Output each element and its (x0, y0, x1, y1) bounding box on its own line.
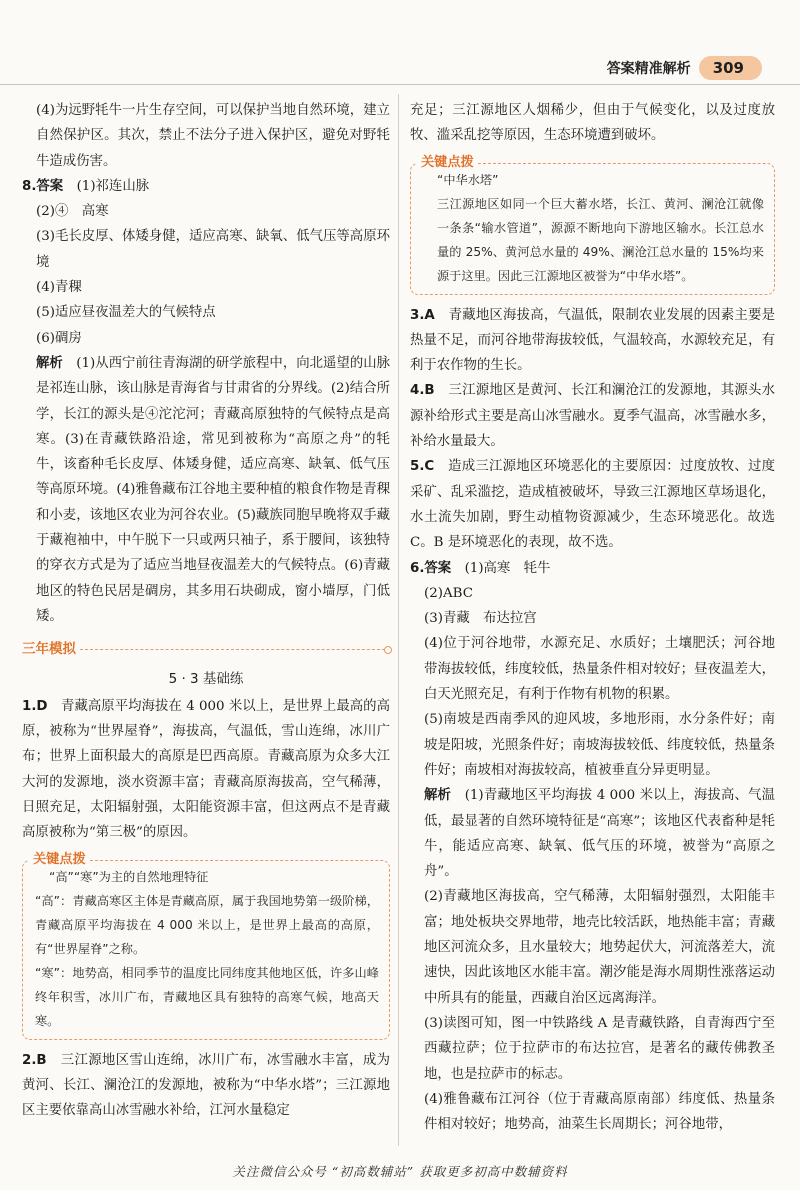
explanation-label: 解析 (36, 355, 63, 371)
question-number: 5.C (410, 459, 435, 475)
answer-1 (22, 694, 390, 846)
answer-8 (22, 174, 390, 199)
answer-text: 三江源地区雪山连绵，冰川广布，冰雪融水丰富，成为黄河、长江、澜沧江的发源地，被称为“中华水塔”；三江源地区主要依靠高山冰雪融水补给，江河水量稳定 (22, 1052, 391, 1119)
question-number: 8.答案 (22, 178, 64, 194)
explanation-text: (2)青藏地区海拔高，空气稀薄，太阳辐射强烈，太阳能丰富；地处板块交界地带，地壳比较活跃，地热能丰富；青藏地区河流众多，且水量较大；地势起伏大，河流落差大，流速快，因此该地区水能丰富。潮汐能是海水周期性涨落运动中所具有的能量，西藏自治区远离海洋。 (424, 889, 775, 1006)
subsection-title: 5 · 3 基础练 (168, 670, 244, 687)
answer-item: (3)毛长皮厚、体矮身健，适应高寒、缺氧、低气压等高原环境 (36, 229, 390, 270)
key-point-heading: “高”“寒”为主的自然地理特征 (49, 869, 209, 884)
answer-item: (2)④ 高寒 (36, 204, 109, 220)
header-title: 答案精准解析 (606, 61, 691, 77)
section-header (22, 637, 390, 662)
answer-text: 造成三江源地区环境恶化的主要原因：过度放牧、过度采矿、乱采滥挖，造成植被破坏，导致三江源地区草场退化，水土流失加剧，野生动植物资源减少，生态环境恶化。故选 C。B 是环境恶化的表现，故不选。 (410, 459, 776, 551)
answer-item: (6)碉房 (36, 330, 82, 346)
answer-text: 青藏地区海拔高，气温低，限制农业发展的因素主要是热量不足，而河谷地带海拔较低，气温较高，水源较充足，有利于农作物的生长。 (410, 307, 775, 374)
key-point-text: “高”：青藏高寒区主体是青藏高原，属于我国地势第一级阶梯，青藏高原平均海拔在 4 000 米以上，是世界上最高的高原，有“世界屋脊”之称。 (35, 893, 379, 956)
column-divider (398, 94, 399, 1146)
explanation-text: (3)读图可知，图一中铁路线 A 是青藏铁路，自青海西宁至西藏拉萨；位于拉萨市的布达拉宫，是著名的藏传佛教圣地，也是拉萨市的标志。 (424, 1015, 775, 1082)
key-point-box (22, 851, 390, 1040)
explanation-label: 解析 (424, 788, 452, 804)
answer-text: 青藏高原平均海拔在 4 000 米以上，是世界上最高的高原，被称为“世界屋脊”，海拔高，气温低，雪山连绵，冰川广布；世界上面积最大的高原是巴西高原。青藏高原为众多大江大河的发源地，淡水资源丰富；青藏高原海拔高，空气稀薄，日照充足，太阳辐射强，太阳能资源丰富，但这两点不是青藏高原被称为“第三极”的原因。 (22, 698, 390, 841)
question-number: 4.B (410, 383, 435, 399)
explanation-6 (410, 783, 775, 884)
key-point-text: 三江源地区如同一个巨大蓄水塔，长江、黄河、澜沧江就像一条条“输水管道”，源源不断地向下游地区输水。长江总水量的 25%、黄河总水量的 49%、澜沧江总水量的 15%均来源于这里。因此三江源地区被誉为“中华水塔”。 (437, 196, 764, 283)
page-header (607, 56, 762, 80)
page-number: 309 (699, 56, 762, 80)
footer-note: 关注微信公众号 “初高数辅站” 获取更多初高中数辅资料 (232, 1164, 568, 1179)
answer-3 (410, 303, 775, 379)
answer-4 (410, 378, 775, 454)
answer-item: (2)ABC (424, 585, 473, 601)
answer-item: (1)祁连山脉 (76, 178, 150, 194)
question-number: 1.D (22, 698, 48, 714)
key-point-title: 关键点拨 (417, 153, 478, 173)
key-point-heading: “中华水塔” (437, 172, 499, 187)
right-column (410, 98, 775, 1137)
answer-item: (5)南坡是西南季风的迎风坡，多地形雨，水分条件好；南坡是阳坡，光照条件好；南坡海拔较低、纬度较低，热量条件好；南坡相对海拔较高，植被垂直分异更明显。 (424, 712, 775, 778)
section-rule (80, 649, 390, 650)
answer-2 (22, 1048, 390, 1124)
answer-5 (410, 454, 775, 555)
explanation-text: (4)雅鲁藏布江河谷（位于青藏高原南部）纬度低、热量条件相对较好；地势高，油菜生长周期长；河谷地带， (424, 1091, 775, 1133)
question-number: 6.答案 (410, 560, 452, 576)
key-point-box (410, 154, 775, 295)
answer-text: (4)为远野牦牛一片生存空间，可以保护当地自然环境，建立自然保护区。其次，禁止不法分子进入保护区，避免对野牦牛造成伤害。 (36, 103, 390, 169)
question-number: 3.A (410, 307, 435, 323)
section-title: 三年模拟 (22, 641, 76, 658)
question-number: 2.B (22, 1052, 47, 1068)
key-point-text: “寒”：地势高，相同季节的温度比同纬度其他地区低，许多山峰终年积雪，冰川广布，青藏地区具有独特的高寒气候，地高天寒。 (35, 965, 379, 1028)
answer-6 (410, 556, 775, 581)
answer-item: (1)高寒 牦牛 (464, 560, 551, 576)
key-point-title: 关键点拨 (29, 850, 90, 870)
answer-text: 充足；三江源地区人烟稀少，但由于气候变化，以及过度放牧、滥采乱挖等原因，生态环境遭到破坏。 (410, 103, 775, 144)
answer-item: (3)青藏 布达拉宫 (424, 611, 537, 627)
explanation-8 (22, 351, 390, 629)
answer-item: (5)适应昼夜温差大的气候特点 (36, 305, 216, 321)
left-column (22, 98, 390, 1124)
header-rule (0, 84, 800, 85)
answer-item: (4)位于河谷地带，水源充足、水质好；土壤肥沃；河谷地带海拔较低，纬度较低，热量条件相对较好；昼夜温差大，白天光照充足，有利于作物有机物的积累。 (424, 636, 775, 703)
explanation-text: (1)从西宁前往青海湖的研学旅程中，向北遥望的山脉是祁连山脉，该山脉是青海省与甘肃省的分界线。(2)结合所学，长江的源头是④沱沱河；青藏高原独特的气候特点是高寒。(3)在青藏铁路沿途，常见到被称为“高原之舟”的牦牛，该畜种毛长皮厚、体矮身健，适应高寒、缺氧、低气压等高原环境。(4)雅鲁藏布江谷地主要种植的粮食作物是青稞和小麦，该地区农业为河谷农业。(5)藏族同胞早晚将双手藏于藏袍袖中，中午脱下一只或两只袖子，系于腰间，该独特的穿衣方式是为了适应当地昼夜温差大的气候特点。(6)青藏地区的特色民居是碉房，其多用石块砌成，窗小墙厚，门低矮。 (36, 355, 391, 624)
answer-text: 三江源地区是黄河、长江和澜沧江的发源地，其源头水源补给形式主要是高山冰雪融水。夏季气温高，冰雪融水多，补给水量最大。 (410, 383, 776, 450)
explanation-text: (1)青藏地区平均海拔 4 000 米以上，海拔高、气温低，最显著的自然环境特征是“高寒”；该地区代表畜种是牦牛，能适应高寒、缺氧、低气压的环境，被誉为“高原之舟”。 (424, 788, 776, 880)
answer-item: (4)青稞 (36, 280, 82, 296)
